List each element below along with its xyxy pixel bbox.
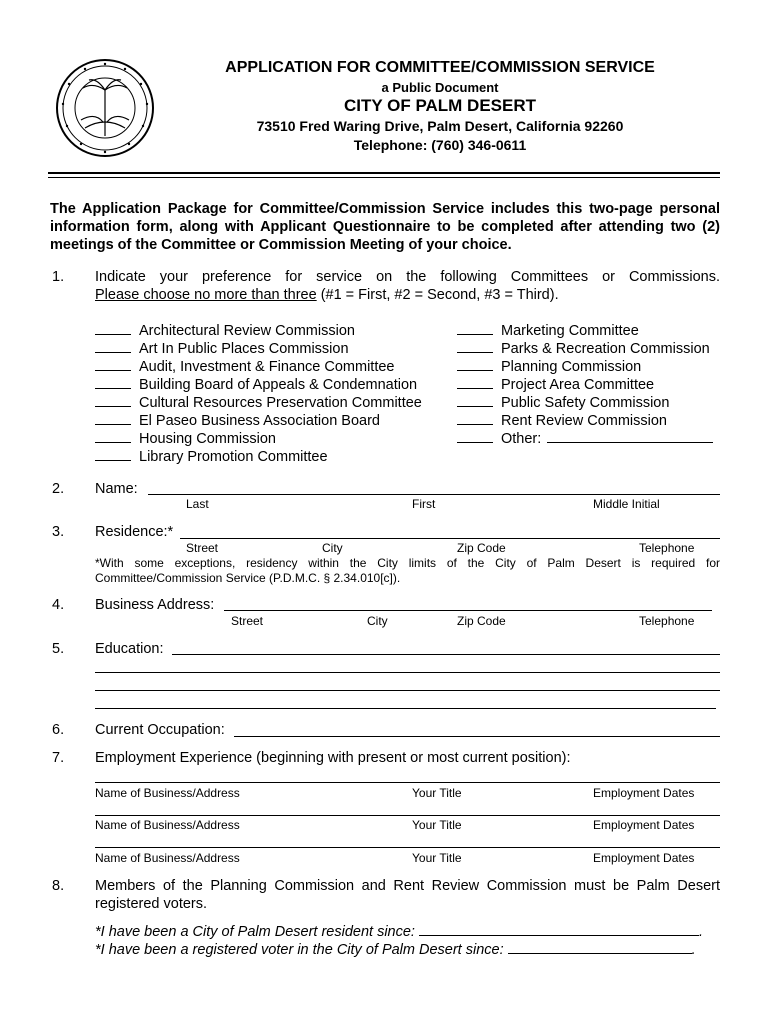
name-first-label: First — [412, 497, 436, 511]
item3-number: 3. — [52, 524, 65, 540]
option-blank[interactable] — [457, 442, 493, 443]
option-blank[interactable] — [95, 460, 131, 461]
residence-label: Residence:* — [95, 524, 174, 540]
residence-zip-label: Zip Code — [457, 541, 506, 555]
residence-telephone-label: Telephone — [639, 541, 695, 555]
option-label: Library Promotion Committee — [139, 449, 328, 465]
resident-since-row: *I have been a City of Palm Desert resident since: . — [95, 924, 703, 940]
option-row[interactable] — [95, 448, 422, 466]
residency-note-line2: Committee/Commission Service (P.D.M.C. § 2.34.010[c]). — [95, 571, 401, 585]
option-label: Cultural Resources Preservation Committee — [139, 395, 422, 411]
option-label: Marketing Committee — [501, 323, 639, 339]
employment-input[interactable] — [95, 815, 720, 816]
occupation-label: Current Occupation: — [95, 722, 225, 738]
option-blank[interactable] — [95, 370, 131, 371]
committee-options-right — [457, 322, 721, 448]
option-blank[interactable] — [95, 334, 131, 335]
name-last-label: Last — [186, 497, 209, 511]
residence-input[interactable] — [180, 538, 720, 539]
option-blank[interactable] — [95, 442, 131, 443]
business-street-label: Street — [231, 614, 264, 628]
option-blank[interactable] — [95, 352, 131, 353]
occupation-input[interactable] — [234, 736, 720, 737]
resident-since-label: *I have been a City of Palm Desert resident since: — [95, 924, 415, 940]
employment-title-label: Your Title — [412, 818, 462, 832]
resident-since-input[interactable] — [419, 935, 699, 936]
header-divider — [48, 172, 720, 178]
option-label: Housing Commission — [139, 431, 276, 447]
employment-business-label: Name of Business/Address — [95, 786, 240, 800]
option-row[interactable] — [95, 430, 422, 448]
city-seal — [55, 58, 155, 158]
business-zip-label: Zip Code — [457, 614, 506, 628]
intro-paragraph: The Application Package for Committee/Commission Service includes this two-page personal information form, along with Applicant Questionnaire to be completed after attending two (2) meetings of the Committee or Commission Meeting of your choice. — [50, 201, 720, 253]
option-label: El Paseo Business Association Board — [139, 413, 380, 429]
employment-dates-label: Employment Dates — [593, 818, 695, 832]
business-address-input[interactable] — [224, 610, 712, 611]
option-row[interactable] — [457, 412, 721, 430]
employment-business-label: Name of Business/Address — [95, 851, 240, 865]
employment-title-label: Your Title — [412, 786, 462, 800]
voter-requirement-line2: registered voters. — [95, 896, 208, 912]
option-row[interactable] — [95, 376, 422, 394]
form-title: APPLICATION FOR COMMITTEE/COMMISSION SERVICE — [225, 59, 655, 76]
business-telephone-label: Telephone — [639, 614, 695, 628]
option-label: Audit, Investment & Finance Committee — [139, 359, 395, 375]
option-label: Art In Public Places Commission — [139, 341, 349, 357]
employment-dates-label: Employment Dates — [593, 851, 695, 865]
employment-label: Employment Experience (beginning with present or most current position): — [95, 750, 571, 766]
education-label: Education: — [95, 641, 164, 657]
option-blank[interactable] — [457, 406, 493, 407]
employment-input[interactable] — [95, 847, 720, 848]
name-input[interactable] — [148, 494, 720, 495]
employment-dates-label: Employment Dates — [593, 786, 695, 800]
voter-since-label: *I have been a registered voter in the City of Palm Desert since: — [95, 942, 504, 958]
city-name: CITY OF PALM DESERT — [343, 96, 537, 115]
education-input[interactable] — [172, 654, 720, 655]
name-label: Name: — [95, 481, 138, 497]
education-input-line[interactable] — [95, 672, 720, 673]
residence-city-label: City — [322, 541, 343, 555]
option-row[interactable] — [457, 358, 721, 376]
option-label: Rent Review Commission — [501, 413, 667, 429]
option-row[interactable] — [95, 322, 422, 340]
education-input-line[interactable] — [95, 690, 720, 691]
option-label: Architectural Review Commission — [139, 323, 355, 339]
item8-number: 8. — [52, 878, 65, 894]
business-city-label: City — [367, 614, 388, 628]
option-blank[interactable] — [457, 352, 493, 353]
item1-number: 1. — [52, 269, 65, 285]
option-blank[interactable] — [457, 388, 493, 389]
option-blank[interactable] — [95, 424, 131, 425]
employment-business-label: Name of Business/Address — [95, 818, 240, 832]
other-input[interactable] — [547, 442, 713, 443]
item1-instruction: Indicate your preference for service on the following Committees or Commissions. — [95, 269, 720, 285]
option-label: Project Area Committee — [501, 377, 655, 393]
option-row[interactable] — [457, 322, 721, 340]
item6-number: 6. — [52, 722, 65, 738]
item2-number: 2. — [52, 481, 65, 497]
option-blank[interactable] — [457, 370, 493, 371]
committee-options-left — [95, 322, 422, 466]
item1-limit-note: Please choose no more than three — [95, 287, 317, 303]
option-blank[interactable] — [95, 388, 131, 389]
residency-note: *With some exceptions, residency within the City limits of the City of Palm Desert is required for — [95, 556, 720, 570]
option-blank[interactable] — [457, 334, 493, 335]
option-label: Planning Commission — [501, 359, 642, 375]
city-telephone: Telephone: (760) 346-0611 — [353, 137, 527, 153]
option-row[interactable] — [95, 412, 422, 430]
voter-since-input[interactable] — [508, 953, 692, 954]
education-input-line[interactable] — [95, 708, 716, 709]
employment-input[interactable] — [95, 782, 720, 783]
business-address-label: Business Address: — [95, 597, 215, 613]
name-middle-label: Middle Initial — [593, 497, 660, 511]
voter-since-row: *I have been a registered voter in the City of Palm Desert since: . — [95, 942, 696, 958]
option-label: Public Safety Commission — [501, 395, 670, 411]
voter-requirement: Members of the Planning Commission and Rent Review Commission must be Palm Desert — [95, 878, 720, 894]
employment-title-label: Your Title — [412, 851, 462, 865]
item5-number: 5. — [52, 641, 65, 657]
city-address: 73510 Fred Waring Drive, Palm Desert, California 92260 — [256, 118, 624, 134]
option-row[interactable] — [457, 340, 721, 358]
option-label: Other: — [501, 431, 542, 447]
item1-instruction-line2 — [95, 287, 559, 303]
item7-number: 7. — [52, 750, 65, 766]
item1-ranking-note: (#1 = First, #2 = Second, #3 = Third). — [316, 287, 559, 303]
option-blank[interactable] — [457, 424, 493, 425]
option-label: Building Board of Appeals & Condemnation — [139, 377, 418, 393]
option-row[interactable] — [95, 394, 422, 412]
option-row[interactable] — [95, 340, 422, 358]
form-subtitle: a Public Document — [381, 80, 499, 95]
option-row[interactable] — [457, 430, 721, 448]
option-label: Parks & Recreation Commission — [501, 341, 710, 357]
option-blank[interactable] — [95, 406, 131, 407]
option-row[interactable] — [95, 358, 422, 376]
item4-number: 4. — [52, 597, 65, 613]
option-row[interactable] — [457, 376, 721, 394]
option-row[interactable] — [457, 394, 721, 412]
residence-street-label: Street — [186, 541, 219, 555]
